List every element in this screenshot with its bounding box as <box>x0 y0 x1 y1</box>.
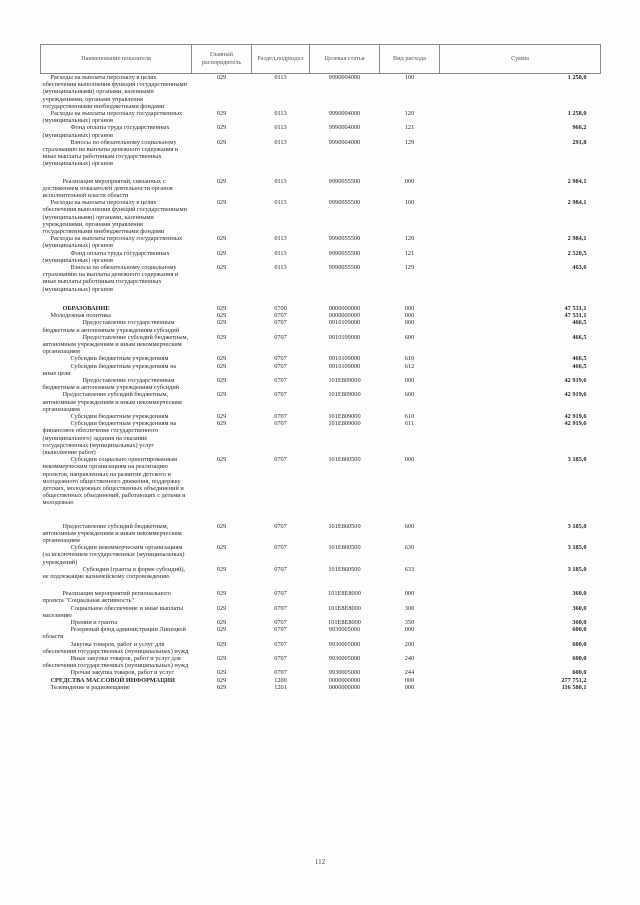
row-admin: 029 <box>216 177 227 185</box>
row-section: 0707 <box>274 669 287 677</box>
row-sum: 360,0 <box>572 619 587 627</box>
row-type: 000 <box>404 312 415 320</box>
row-name: Взносы по обязательному социальному страхованию на выплаты денежного содержания и иные выплаты работникам государственных (муниципальных) органов <box>42 138 179 168</box>
row-section: 1201 <box>274 683 287 691</box>
row-target: 101E809000 <box>328 412 361 420</box>
table-row <box>41 74 601 111</box>
row-name: Премии и гранты <box>70 619 118 627</box>
row-type: 610 <box>404 412 415 420</box>
row-sum: 42 919,6 <box>564 376 587 384</box>
row-admin: 029 <box>216 683 227 691</box>
row-sum: 2 520,5 <box>567 249 587 257</box>
row-admin: 029 <box>216 619 227 627</box>
table-row <box>41 235 601 249</box>
table-row <box>41 655 601 669</box>
row-section: 0707 <box>274 590 287 598</box>
row-sum: 600,0 <box>572 655 587 663</box>
row-name: Предоставление субсидий бюджетным, автономным учреждениям и иным некоммерческим организациям <box>42 522 182 544</box>
row-type: 000 <box>404 177 415 185</box>
row-type: 244 <box>404 669 415 677</box>
row-sum: 277 751,2 <box>561 676 587 684</box>
row-type: 129 <box>404 264 415 272</box>
row-target: 9930005000 <box>328 626 361 634</box>
row-name: ОБРАЗОВАНИЕ <box>62 304 110 312</box>
row-sum: 42 919,6 <box>564 391 587 399</box>
row-type: 000 <box>404 626 415 634</box>
row-admin: 029 <box>216 604 227 612</box>
row-name: Фонд оплаты труда государственных (муниципальных) органов <box>42 124 170 139</box>
row-target: 101E8E8000 <box>328 604 361 612</box>
row-name: Телевидение и радиовещание <box>50 683 130 691</box>
row-type: 600 <box>404 333 415 341</box>
row-section: 0707 <box>274 420 287 428</box>
row-target: 0000000000 <box>328 304 361 312</box>
row-admin: 029 <box>216 304 227 312</box>
row-type: 350 <box>404 619 415 627</box>
row-admin: 029 <box>216 655 227 663</box>
row-target: 0000000000 <box>328 676 361 684</box>
row-section: 0707 <box>274 565 287 573</box>
table-row <box>41 420 601 456</box>
row-sum: 466,5 <box>572 355 587 363</box>
row-section: 0113 <box>274 124 287 132</box>
table-row <box>41 619 601 626</box>
row-type: 633 <box>404 565 415 573</box>
row-admin: 029 <box>216 391 227 399</box>
row-admin: 029 <box>216 312 227 320</box>
row-target: 0000000000 <box>328 312 361 320</box>
row-target: 101E8E8000 <box>328 619 361 627</box>
row-admin: 029 <box>216 319 227 327</box>
row-type: 612 <box>404 362 415 370</box>
row-target: 9930005000 <box>328 640 361 648</box>
row-section: 0113 <box>274 110 287 118</box>
row-target: 9990004000 <box>328 138 361 146</box>
row-sum: 42 919,6 <box>564 412 587 420</box>
row-name: Взносы по обязательному социальному страхованию на выплаты денежного содержания и иные выплаты работникам государственных (муниципальных) органов <box>42 264 179 293</box>
table-row <box>41 605 601 619</box>
row-type: 300 <box>404 604 415 612</box>
row-admin: 029 <box>216 235 227 243</box>
row-admin: 029 <box>216 124 227 132</box>
row-type: 100 <box>404 199 415 207</box>
table-row <box>41 377 601 391</box>
row-admin: 029 <box>216 456 227 464</box>
row-section: 0707 <box>274 604 287 612</box>
row-type: 240 <box>404 655 415 663</box>
row-target: 9990055500 <box>328 177 361 185</box>
row-admin: 029 <box>216 522 227 530</box>
row-admin: 029 <box>216 669 227 677</box>
row-target: 101E860500 <box>328 522 361 530</box>
row-sum: 466,5 <box>572 319 587 327</box>
table-row <box>41 363 601 377</box>
row-type: 120 <box>404 235 415 243</box>
row-section: 0707 <box>274 362 287 370</box>
table-row <box>41 413 601 420</box>
row-sum: 1 258,0 <box>567 110 587 118</box>
row-target: 0910109000 <box>328 362 361 370</box>
row-admin: 029 <box>216 376 227 384</box>
table-row <box>41 124 601 138</box>
row-type: 121 <box>404 124 415 132</box>
row-name: Прочая закупка товаров, работ и услуг <box>70 669 174 677</box>
row-section: 0113 <box>274 199 287 207</box>
row-name: Закупка товаров, работ и услуг для обеспечения государственных (муниципальных) нужд <box>42 640 189 655</box>
row-sum: 466,5 <box>572 333 587 341</box>
row-sum: 966,2 <box>572 124 587 132</box>
row-section: 0707 <box>274 626 287 634</box>
row-type: 000 <box>404 590 415 598</box>
header-section: Раздел,подраздел <box>252 45 310 74</box>
row-target: 9990004000 <box>328 110 361 118</box>
row-name: СРЕДСТВА МАССОВОЙ ИНФОРМАЦИИ <box>50 676 175 684</box>
row-sum: 3 185,0 <box>567 544 587 552</box>
row-target: 101E860500 <box>328 456 361 464</box>
row-target: 0910109000 <box>328 355 361 363</box>
row-section: 0113 <box>274 264 287 272</box>
row-section: 0700 <box>274 304 287 312</box>
row-sum: 360,0 <box>572 590 587 598</box>
row-sum: 3 185,0 <box>567 456 587 464</box>
row-target: 101E809000 <box>328 391 361 399</box>
table-row <box>41 250 601 264</box>
row-type: 000 <box>404 319 415 327</box>
row-admin: 029 <box>216 412 227 420</box>
table-row <box>41 684 601 691</box>
row-type: 100 <box>404 74 415 81</box>
row-section: 0113 <box>274 138 287 146</box>
row-admin: 029 <box>216 138 227 146</box>
table-row <box>41 626 601 640</box>
row-name: Предоставление государственным бюджетным и автономным учреждениям субсидий <box>42 319 180 334</box>
row-sum: 1 258,0 <box>567 74 587 81</box>
row-admin: 029 <box>216 676 227 684</box>
row-section: 0113 <box>274 249 287 257</box>
table-row <box>41 641 601 655</box>
row-section: 0707 <box>274 412 287 420</box>
row-sum: 47 531,1 <box>564 312 587 320</box>
budget-table-page <box>40 44 600 691</box>
row-section: 0707 <box>274 456 287 464</box>
row-sum: 291,8 <box>572 138 587 146</box>
table-row <box>41 319 601 333</box>
row-sum: 2 984,1 <box>567 177 587 185</box>
header-name: Наименование показателя <box>41 45 192 74</box>
row-target: 0910109000 <box>328 333 361 341</box>
row-section: 0707 <box>274 333 287 341</box>
row-target: 101E860500 <box>328 565 361 573</box>
row-section: 0707 <box>274 391 287 399</box>
row-type: 120 <box>404 110 415 118</box>
budget-table <box>40 44 601 691</box>
row-name: Предоставление субсидий бюджетным, автономным учреждениям и иным некоммерческим организациям <box>42 333 189 356</box>
row-section: 0113 <box>274 74 287 81</box>
row-section: 0707 <box>274 619 287 627</box>
row-target: 9990055500 <box>328 199 361 207</box>
table-row <box>41 110 601 124</box>
row-section: 0707 <box>274 522 287 530</box>
row-sum: 463,6 <box>572 264 587 272</box>
header-sum: Сумма <box>440 45 601 74</box>
table-row <box>41 199 601 235</box>
row-type: 600 <box>404 522 415 530</box>
row-name: Фонд оплаты труда государственных (муниципальных) органов <box>42 249 170 264</box>
row-name: Субсидии бюджетным учреждениям на иные цели <box>42 362 177 377</box>
table-row <box>41 456 601 506</box>
row-sum: 3 185,0 <box>567 565 587 573</box>
table-row <box>41 293 601 312</box>
row-name: Субсидии бюджетным учреждениям <box>70 355 169 363</box>
table-row <box>41 677 601 684</box>
row-sum: 116 580,1 <box>561 683 587 691</box>
row-target: 9990055500 <box>328 264 361 272</box>
row-type: 000 <box>404 304 415 312</box>
row-section: 0707 <box>274 355 287 363</box>
row-target: 9930005000 <box>328 669 361 677</box>
row-section: 0707 <box>274 376 287 384</box>
row-admin: 029 <box>216 110 227 118</box>
row-type: 630 <box>404 544 415 552</box>
row-name: Социальное обеспечение и иные выплаты населению <box>42 604 184 619</box>
row-name: Реализация мероприятий, связанных с достижением показателей деятельности органов исполнительной власти области <box>42 177 173 200</box>
row-sum: 466,5 <box>572 362 587 370</box>
header-admin: Главный распорядитель <box>192 45 252 74</box>
table-row <box>41 139 601 168</box>
row-name: Предоставление субсидий бюджетным, автономным учреждениям и иным некоммерческим организациям <box>42 391 182 413</box>
row-name: Субсидии бюджетным учреждениям <box>70 412 169 420</box>
table-header-row <box>41 45 601 74</box>
row-name: Молодежная политика <box>50 312 111 320</box>
row-sum: 2 984,1 <box>567 199 587 207</box>
table-row <box>41 507 601 545</box>
row-admin: 029 <box>216 249 227 257</box>
table-row <box>41 312 601 319</box>
row-name: Субсидии (гранты в форме субсидий), не подлежащие казначейскому сопровождению <box>42 565 185 580</box>
row-type: 000 <box>404 683 415 691</box>
row-name: Расходы на выплаты персоналу государственных (муниципальных) органов <box>42 110 183 125</box>
row-section: 0707 <box>274 312 287 320</box>
row-type: 611 <box>404 420 415 428</box>
row-admin: 029 <box>216 544 227 552</box>
row-admin: 029 <box>216 626 227 634</box>
row-admin: 029 <box>216 590 227 598</box>
row-name: Расходы на выплаты персоналу государственных (муниципальных) органов <box>42 235 183 250</box>
table-row <box>41 264 601 293</box>
row-sum: 2 984,1 <box>567 235 587 243</box>
row-target: 101E809000 <box>328 420 361 428</box>
row-section: 0707 <box>274 544 287 552</box>
table-row <box>41 566 601 580</box>
row-type: 000 <box>404 376 415 384</box>
row-target: 9990004000 <box>328 124 361 132</box>
row-name: Расходы на выплаты персоналу в целях обеспечения выполнения функций государственными (муниципальными) органами, казенными учреждениями, органами управления государственными внебюджетными фондами <box>42 74 187 110</box>
row-admin: 029 <box>216 420 227 428</box>
row-name: Иные закупки товаров, работ и услуг для обеспечения государственных (муниципальных) нужд <box>42 655 189 670</box>
row-admin: 029 <box>216 355 227 363</box>
row-type: 000 <box>404 676 415 684</box>
row-name: Субсидии некоммерческим организациям (за исключением государственных (муниципальных) учреждений) <box>42 544 185 566</box>
row-section: 0113 <box>274 235 287 243</box>
header-target: Целевая статья <box>310 45 380 74</box>
row-name: Резервный фонд администрации Липецкой области <box>42 626 186 641</box>
row-target: 101E8E8000 <box>328 590 361 598</box>
row-name: Расходы на выплаты персоналу в целях обеспечения выполнения функций государственными (муниципальными) органами, казенными учреждениями, органами управления государственными внебюджетными фондами <box>42 199 187 236</box>
row-sum: 600,0 <box>572 626 587 634</box>
row-type: 129 <box>404 138 415 146</box>
row-target: 0910109000 <box>328 319 361 327</box>
row-name: Предоставление государственным бюджетным и автономным учреждениям субсидий <box>42 376 180 392</box>
row-sum: 47 531,1 <box>564 304 587 312</box>
row-admin: 029 <box>216 333 227 341</box>
row-section: 0707 <box>274 640 287 648</box>
row-type: 121 <box>404 249 415 257</box>
header-type: Вид расхода <box>380 45 440 74</box>
row-admin: 029 <box>216 264 227 272</box>
row-section: 0113 <box>274 177 287 185</box>
row-target: 9990055500 <box>328 235 361 243</box>
row-section: 1200 <box>274 676 287 684</box>
table-row <box>41 355 601 362</box>
row-name: Реализация мероприятий регионального проекта "Социальная активность" <box>42 590 171 605</box>
row-target: 101E809000 <box>328 376 361 384</box>
table-row <box>41 391 601 413</box>
row-name: Субсидии социально ориентированным некоммерческим организациям на реализацию проектов, направленных на развитие детского и молодежного общественного движения, поддержку детских, молодежных общественных объединений и общественных объединений, работающих с детьми и молодежью <box>42 456 186 507</box>
row-target: 9990055500 <box>328 249 361 257</box>
row-type: 000 <box>404 456 415 464</box>
row-type: 200 <box>404 640 415 648</box>
row-type: 610 <box>404 355 415 363</box>
row-sum: 600,0 <box>572 669 587 677</box>
row-admin: 029 <box>216 362 227 370</box>
row-type: 600 <box>404 391 415 399</box>
row-admin: 029 <box>216 565 227 573</box>
row-target: 9930005000 <box>328 655 361 663</box>
table-row <box>41 334 601 356</box>
row-admin: 029 <box>216 640 227 648</box>
row-sum: 600,0 <box>572 640 587 648</box>
table-row <box>41 669 601 676</box>
table-row <box>41 580 601 604</box>
row-admin: 029 <box>216 199 227 207</box>
table-row <box>41 168 601 200</box>
row-target: 101E860500 <box>328 544 361 552</box>
table-row <box>41 544 601 566</box>
row-sum: 3 185,0 <box>567 522 587 530</box>
page-number: 112 <box>314 858 326 866</box>
row-section: 0707 <box>274 319 287 327</box>
row-target: 0000000000 <box>328 683 361 691</box>
row-sum: 42 919,6 <box>564 420 587 428</box>
row-sum: 360,0 <box>572 604 587 612</box>
row-name: Субсидии бюджетным учреждениям на финансовое обеспечение государственного (муниципального) задания на оказание государственных (муниципальных) услуг (выполнение работ) <box>42 420 177 456</box>
row-admin: 029 <box>216 74 227 81</box>
row-target: 9990004000 <box>328 74 361 81</box>
row-section: 0707 <box>274 655 287 663</box>
